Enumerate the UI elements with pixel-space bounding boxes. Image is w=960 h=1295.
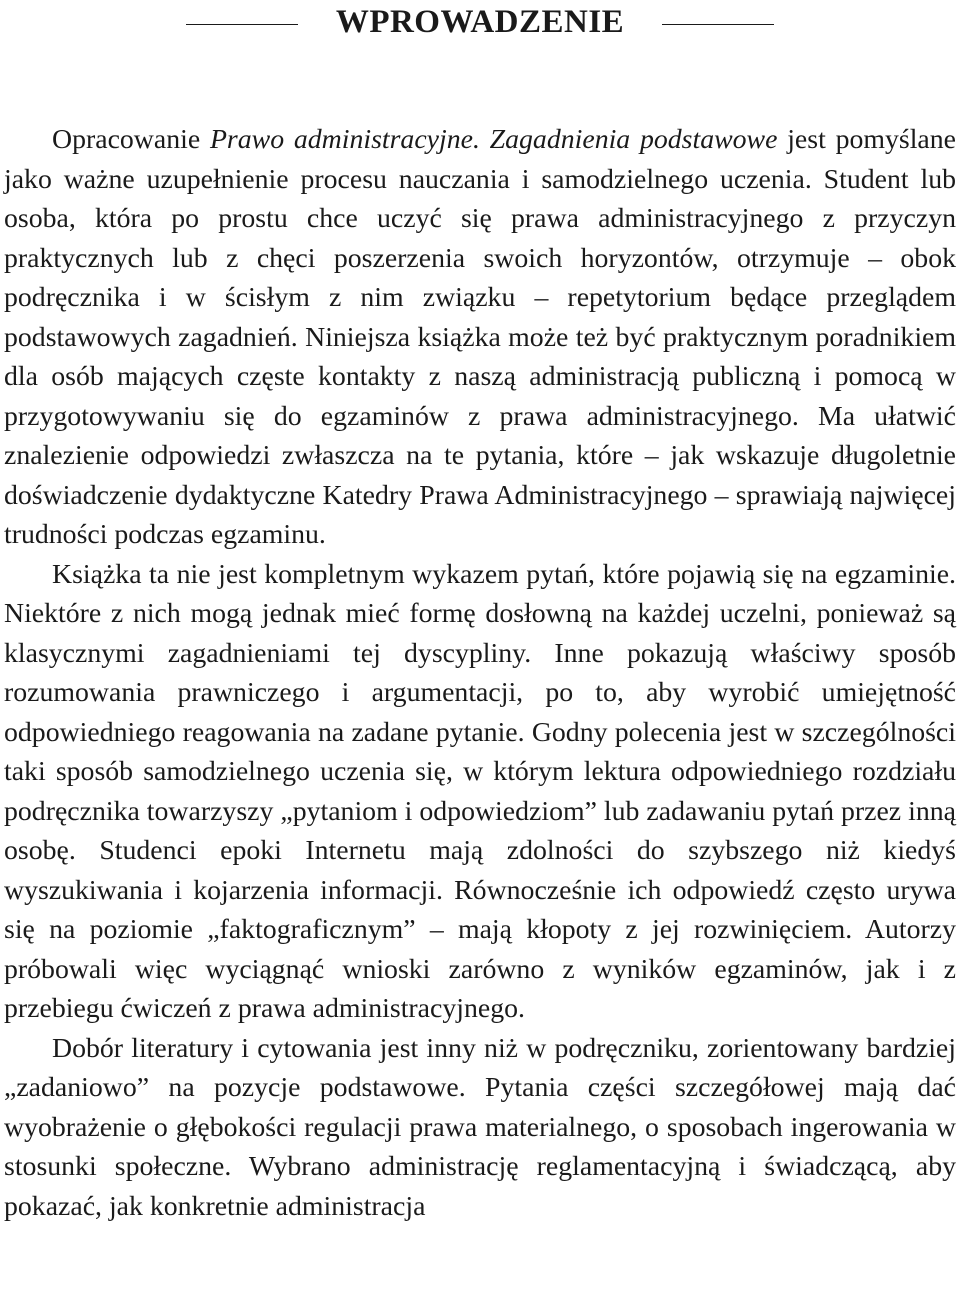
paragraph: Książka ta nie jest kompletnym wykazem pytań, które pojawią się na egzaminie. Niektóre z nich mogą jednak mieć formę dosłowną na każdej uczelni, ponieważ są klasycznymi zagadnieniami tej dyscypliny. Inne pokazują właściwy sposób rozumowania prawniczego i argumentacji, po to, aby wyrobić umiejętność odpowiedniego reagowania na zadane pytanie. Godny polecenia jest w szczególności taki sposób samodzielnego uczenia się, w którym lektura odpowiedniego rozdziału podręcznika towarzyszy „pytaniom i odpowiedziom” lub zadawaniu pytań przez inną osobę. Studenci epoki Internetu mają zdolności do szybszego niż kiedyś wyszukiwania i kojarzenia informacji. Równocześnie ich odpowiedź często urywa się na poziomie „faktograficznym” – mają kłopoty z jej rozwinięciem. Autorzy próbowali więc wyciągnąć wnioski zarówno z wyników egzaminów, jak i z przebiegu ćwiczeń z prawa administracyjnego. (4, 558, 956, 1024)
book-title: Prawo administracyjne. Zagadnienia podstawowe (209, 124, 778, 155)
heading-rule-right (662, 24, 774, 25)
heading-rule-left (186, 24, 298, 25)
chapter-body (4, 120, 956, 1226)
intro-rest: jest pomyślane jako ważne uzupełnienie procesu nauczania i samodzielnego uczenia. Student lub osoba, która po prostu chce uczyć się prawa administracyjnego z przyczyn praktycznych lub z chęci poszerzenia swoich horyzontów, otrzymuje – obok podręcznika i w ścisłym z nim związku – repetytorium będące przeglądem podstawowych zagadnień. Niniejsza książka może też być praktycznym poradnikiem dla osób mających częste kontakty z naszą administracją publiczną i pomocą w przygotowywaniu się do egzaminów z prawa administracyjnego. Ma ułatwić znalezienie odpowiedzi zwłaszcza na te pytania, które – jak wskazuje długoletnie doświadczenie dydaktyczne Katedry Prawa Administracyjnego – sprawiają najwięcej trudności podczas egzaminu. (4, 124, 957, 550)
chapter-heading (4, 0, 956, 44)
chapter-title: WPROWADZENIE (335, 3, 625, 40)
intro-lead: Opracowanie (52, 124, 210, 155)
paragraph: Dobór literatury i cytowania jest inny niż w podręczniku, zorientowany bardziej „zadaniowo” na pozycje podstawowe. Pytania części szczegółowej mają dać wyobrażenie o głębokości regulacji prawa materialnego, o sposobach ingerowania w stosunki społeczne. Wybrano administrację reglamentacyjną i świadczącą, aby pokazać, jak konkretnie administracja (4, 1032, 956, 1222)
document-page (4, 0, 956, 1226)
paragraph-intro (4, 120, 956, 555)
